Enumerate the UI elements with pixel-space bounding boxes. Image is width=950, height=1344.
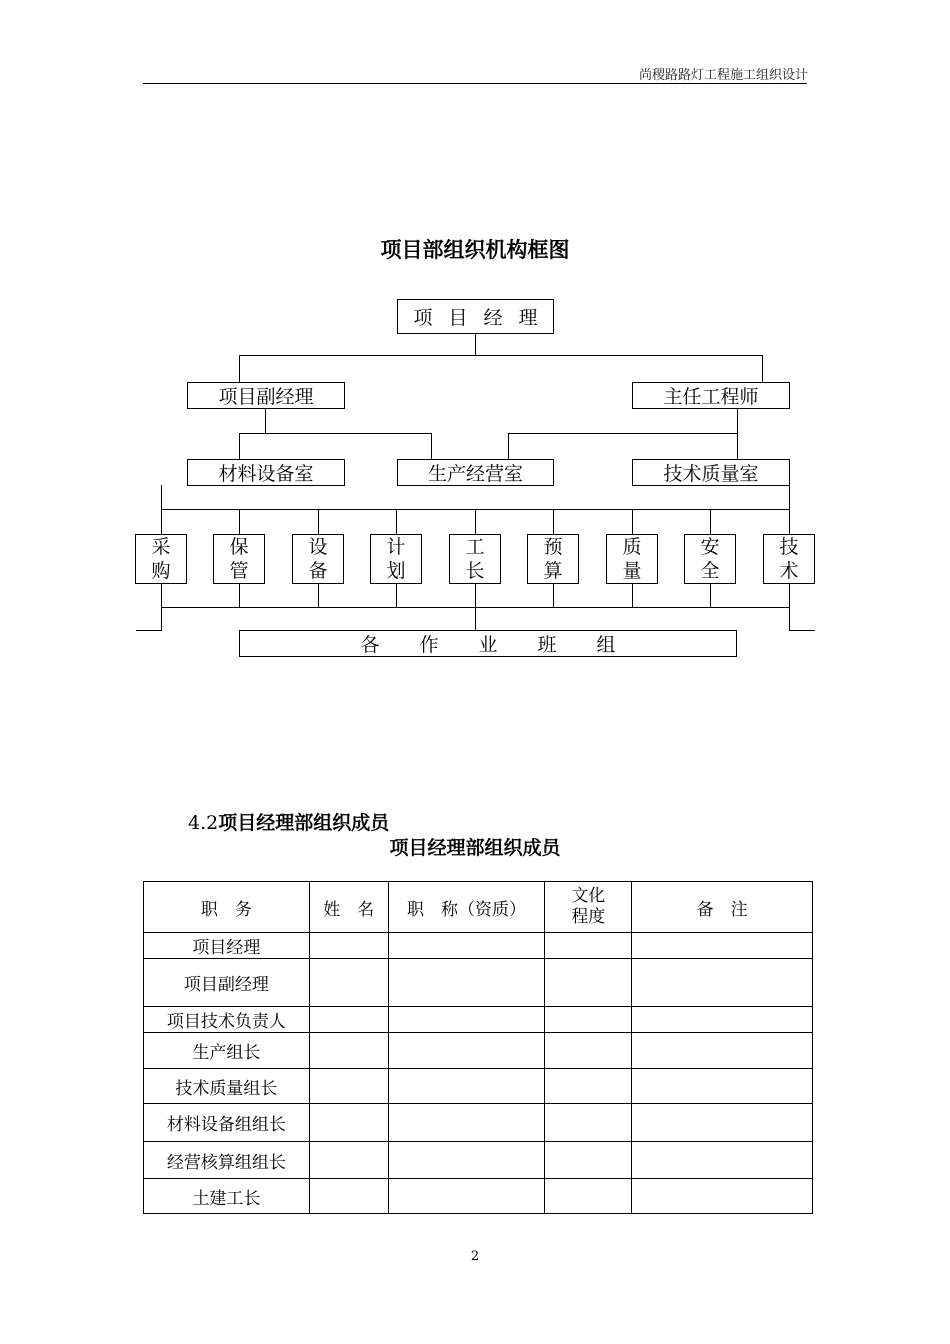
connector — [762, 355, 763, 382]
org-box-quality-office: 技术质量室 — [632, 459, 790, 486]
table-row — [144, 959, 813, 1007]
cell-remarks — [632, 1104, 813, 1142]
cell-remarks — [632, 1069, 813, 1104]
org-box-procurement — [135, 534, 187, 584]
cell-name — [309, 1142, 388, 1179]
cell-name — [309, 1069, 388, 1104]
cell-title — [388, 933, 545, 959]
org-box-label: 长 — [465, 560, 485, 582]
cell-position: 生产组长 — [144, 1033, 310, 1069]
running-header: 尚稷路路灯工程施工组织设计 — [638, 68, 808, 83]
org-box-label: 工 — [465, 536, 485, 558]
org-box-custody — [213, 534, 265, 584]
org-box-label: 计 — [386, 536, 406, 558]
table-header-row — [144, 882, 813, 933]
connector — [239, 509, 240, 534]
org-box-label: 量 — [622, 560, 642, 582]
connector — [475, 333, 476, 356]
cell-position: 土建工长 — [144, 1179, 310, 1214]
connector — [161, 485, 162, 510]
org-box-label: 购 — [151, 560, 171, 582]
org-box-label: 采 — [151, 536, 171, 558]
connector — [553, 584, 554, 608]
cell-name — [309, 1007, 388, 1033]
connector — [508, 433, 738, 434]
cell-remarks — [632, 959, 813, 1007]
cell-title — [388, 1179, 545, 1214]
cell-title — [388, 1033, 545, 1069]
connector — [710, 584, 711, 608]
cell-education — [545, 1104, 632, 1142]
header-title: 职 称（资质） — [388, 882, 545, 933]
connector — [318, 509, 319, 534]
org-box-label: 质 — [622, 536, 642, 558]
org-box-project-manager: 项目经理 — [397, 299, 554, 334]
table-row — [144, 1179, 813, 1214]
cell-remarks — [632, 933, 813, 959]
connector — [161, 607, 162, 631]
header-remarks: 备 注 — [632, 882, 813, 933]
header-position: 职 务 — [144, 882, 310, 933]
header-education-line2: 程度 — [571, 907, 606, 927]
org-box-technical — [763, 534, 815, 584]
table-row — [144, 1142, 813, 1179]
org-box-materials-office: 材料设备室 — [187, 459, 345, 486]
section-number: 4.2 — [188, 812, 219, 834]
connector — [553, 509, 554, 534]
cell-remarks — [632, 1033, 813, 1069]
org-box-label: 预 — [543, 536, 563, 558]
cell-remarks — [632, 1142, 813, 1179]
cell-name — [309, 1033, 388, 1069]
org-box-planning — [370, 534, 422, 584]
header-education — [545, 882, 632, 933]
connector — [239, 584, 240, 608]
org-box-foreman — [449, 534, 501, 584]
connector — [239, 433, 432, 434]
org-box-label: 全 — [700, 560, 720, 582]
table-row — [144, 1104, 813, 1142]
org-chart-title: 项目部组织机构框图 — [380, 238, 570, 262]
connector — [396, 509, 397, 534]
table-row — [144, 933, 813, 959]
members-table — [143, 881, 813, 1214]
cell-education — [545, 1142, 632, 1179]
org-box-safety — [684, 534, 736, 584]
connector — [318, 584, 319, 608]
cell-position: 经营核算组组长 — [144, 1142, 310, 1179]
page-number: 2 — [470, 1249, 480, 1264]
org-box-work-teams: 各作业班组 — [239, 630, 737, 657]
cell-education — [545, 959, 632, 1007]
cell-remarks — [632, 1007, 813, 1033]
connector — [161, 584, 162, 608]
connector — [239, 355, 763, 356]
table-title: 项目经理部组织成员 — [389, 837, 561, 859]
connector — [161, 607, 790, 608]
connector — [161, 509, 162, 534]
table-row — [144, 1033, 813, 1069]
header-rule — [143, 83, 807, 84]
connector — [265, 408, 266, 434]
cell-title — [388, 1104, 545, 1142]
cell-name — [309, 1179, 388, 1214]
connector — [632, 584, 633, 608]
cell-title — [388, 1069, 545, 1104]
section-heading-text: 项目经理部组织成员 — [218, 812, 390, 834]
cell-position: 项目副经理 — [144, 959, 310, 1007]
connector — [632, 509, 633, 534]
cell-education — [545, 1007, 632, 1033]
header-name: 姓 名 — [309, 882, 388, 933]
connector — [239, 355, 240, 382]
org-box-label: 算 — [543, 560, 563, 582]
cell-title — [388, 1142, 545, 1179]
cell-education — [545, 1179, 632, 1214]
org-box-label: 术 — [779, 560, 799, 582]
org-box-label: 备 — [308, 560, 328, 582]
cell-name — [309, 959, 388, 1007]
cell-position: 技术质量组长 — [144, 1069, 310, 1104]
org-box-equipment — [292, 534, 344, 584]
org-box-production-office: 生产经营室 — [397, 459, 554, 486]
connector — [431, 433, 432, 460]
connector — [789, 509, 790, 534]
connector — [136, 630, 162, 631]
connector — [508, 433, 509, 460]
cell-position: 项目技术负责人 — [144, 1007, 310, 1033]
org-box-chief-engineer: 主任工程师 — [632, 382, 790, 409]
cell-position: 材料设备组组长 — [144, 1104, 310, 1142]
connector — [789, 485, 790, 510]
org-box-deputy-manager: 项目副经理 — [187, 382, 345, 409]
org-box-label: 划 — [386, 560, 406, 582]
cell-name — [309, 933, 388, 959]
org-box-label: 技 — [779, 536, 799, 558]
org-box-label: 保 — [229, 536, 249, 558]
cell-title — [388, 1007, 545, 1033]
table-row — [144, 1069, 813, 1104]
cell-name — [309, 1104, 388, 1142]
org-box-label: 设 — [308, 536, 328, 558]
cell-title — [388, 959, 545, 1007]
cell-position: 项目经理 — [144, 933, 310, 959]
section-heading — [188, 808, 389, 835]
table-row — [144, 1007, 813, 1033]
connector — [710, 509, 711, 534]
org-box-budget — [527, 534, 579, 584]
connector — [789, 630, 815, 631]
org-box-quality — [606, 534, 658, 584]
cell-education — [545, 933, 632, 959]
header-education-line1: 文化 — [571, 886, 606, 906]
org-box-label: 安 — [700, 536, 720, 558]
cell-education — [545, 1069, 632, 1104]
connector — [396, 584, 397, 608]
connector — [475, 509, 476, 534]
connector — [239, 433, 240, 460]
cell-education — [545, 1033, 632, 1069]
cell-remarks — [632, 1179, 813, 1214]
org-box-label: 管 — [229, 560, 249, 582]
